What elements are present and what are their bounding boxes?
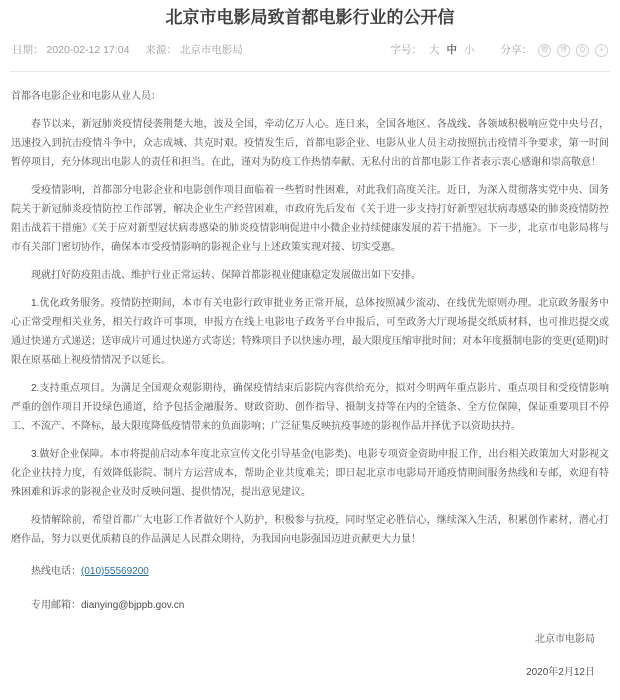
weibo-share-icon[interactable]: 博 (557, 44, 570, 57)
font-size-large-button[interactable]: 大 (429, 44, 440, 56)
meta-info (12, 43, 246, 57)
email-address: dianying@bjppb.gov.cn (81, 600, 185, 611)
hotline-phone-link[interactable]: (010)55569200 (81, 566, 149, 577)
letter-paragraph-item-3: 3.做好企业保障。本市将提前启动本年度北京宣传文化引导基金(电影类)、电影专项资金资助申报工作，出台相关政策加大对影视文化企业扶持力度，有效降低影院、制片方运营成本，帮助企业共度难关；即日起北京市电影局开通疫情期间服务热线和专邮，欢迎有特殊困难和诉求的影视企业及时反映问题、提供情况，提出意见建议。 (11, 449, 609, 498)
letter-paragraph-closing: 疫情解除前，希望首都广大电影工作者做好个人防护，积极参与抗疫，同时坚定必胜信心，继续深入生活，积累创作素材，潜心打磨作品，努力以更优质精良的作品满足人民群众期待，为我国向电影强国迈进贡献更大力量！ (11, 515, 609, 545)
share-label: 分享： (500, 44, 532, 56)
font-size-control (391, 43, 475, 57)
qq-share-icon[interactable]: Q (576, 44, 589, 57)
email-label: 专用邮箱： (31, 600, 81, 611)
letter-paragraph-item-2: 2.支持重点项目。为满足全国观众观影期待，确保疫情结束后影院内容供给充分，拟对今明两年重点影片、重点项目和受疫情影响严重的创作项目开设绿色通道，给予包括金融服务、财政资助、创作指导、摄制支持等在内的全链条、全方位保障，保证重要项目不停工、不流产、不降标，最大限度降低疫情带来的负面影响；广泛征集反映抗疫事迹的影视作品并择优予以资助扶持。 (11, 383, 609, 432)
signature-organization: 北京市电影局 (535, 634, 595, 645)
more-share-icon[interactable]: + (595, 44, 608, 57)
signature-block (11, 630, 609, 682)
meta-bar (0, 43, 620, 57)
letter-paragraph: 春节以来，新冠肺炎疫情侵袭荆楚大地，波及全国，牵动亿万人心。连日来，全国各地区、各战线、各领域积极响应党中央号召，迅速投入到抗击疫情斗争中，众志成城、共克时艰。疫情发生后，首都电影企业、电影从业人员主动按照抗击疫情斗争要求，第一时间暂停项目，充分体现出电影人的责任和担当。在此，谨对为防疫工作热情奉献、无私付出的首都电影工作者表示衷心感谢和崇高敬意！ (11, 119, 609, 168)
font-size-label: 字号： (390, 44, 422, 56)
hotline-line (11, 562, 609, 581)
font-size-small-button[interactable]: 小 (464, 44, 475, 56)
wechat-share-icon[interactable]: 微 (538, 44, 551, 57)
date-label: 日期： (12, 44, 44, 56)
meta-controls (391, 43, 609, 57)
letter-paragraph: 现就打好防疫阻击战、维护行业正常运转、保障首都影视业健康稳定发展做出如下安排。 (31, 270, 421, 281)
letter-body (0, 72, 620, 682)
share-control (501, 43, 609, 57)
source-value: 北京市电影局 (179, 44, 243, 56)
hotline-label: 热线电话： (31, 566, 81, 577)
page-title: 北京市电影局致首都电影行业的公开信 (165, 8, 455, 27)
signature-date: 2020年2月12日 (526, 667, 595, 678)
font-size-medium-button[interactable]: 中 (446, 44, 457, 56)
date-value: 2020-02-12 17:04 (46, 44, 130, 56)
letter-paragraph-item-1: 1.优化政务服务。疫情防控期间，本市有关电影行政审批业务正常开展，总体按照减少流动、在线优先原则办理。北京政务服务中心正常受理相关业务，相关行政许可事项，申报方在线上电影电子政务平台申报后，可至政务大厅现场提交纸质材料，也可推迟提交或通过快递方式递送；送审成片可通过快递方式寄送；特殊项目予以快速办理，最大限度压缩审批时间；对本年度摄制电影的变更(延期)时限在原基础上视疫情情况予以延长。 (11, 298, 609, 366)
letter-salutation: 首都各电影企业和电影从业人员： (11, 91, 161, 102)
email-line (11, 596, 609, 615)
letter-paragraph: 受疫情影响，首都部分电影企业和电影创作项目面临着一些暂时性困难，对此我们高度关注。近日，为深入贯彻落实党中央、国务院关于新冠肺炎疫情防控工作部署，解决企业生产经营困难，市政府先后发布《关于进一步支持打好新型冠状病毒感染的肺炎疫情防控阻击战若干措施》《关于应对新型冠状病毒感染的肺炎疫情影响促进中小微企业持续健康发展的若干措施》。下一步，北京市电影局将与市有关部门密切协作，确保本市受疫情影响的影视企业与上述政策实现对接、切实受惠。 (11, 185, 609, 253)
source-label: 来源： (145, 44, 177, 56)
